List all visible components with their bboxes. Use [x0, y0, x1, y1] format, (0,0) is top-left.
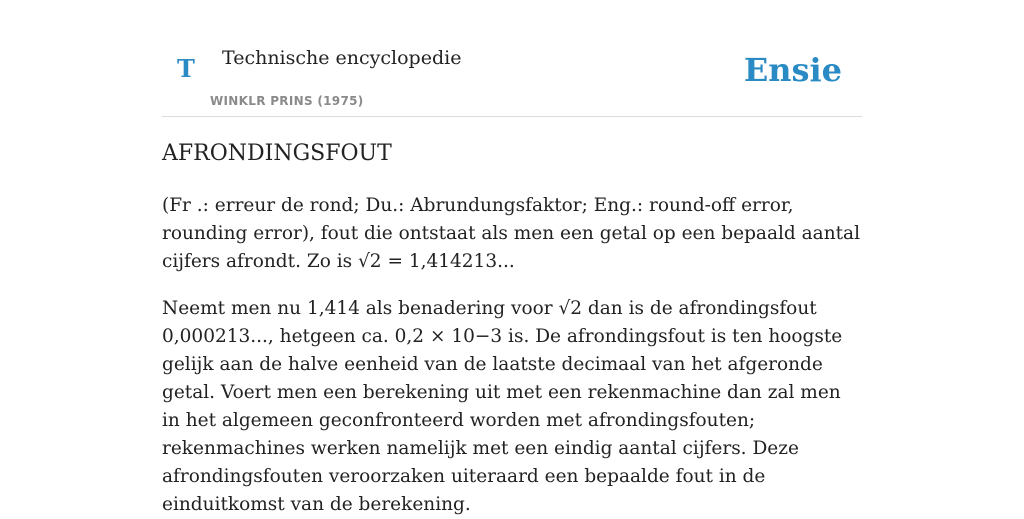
- article-title: AFRONDINGSFOUT: [162, 141, 392, 166]
- site-header: [162, 0, 862, 117]
- encyclopedia-subtitle: WINKLR PRINS (1975): [210, 94, 364, 108]
- encyclopedia-title-link[interactable]: Technische encyclopedie: [222, 47, 462, 69]
- article-paragraph: (Fr .: erreur de rond; Du.: Abrundungsfaktor; Eng.: round-off error, rounding error), fout die ontstaat als men een getal op een bepaald aantal cijfers afrondt. Zo is √2 = 1,414213...: [162, 195, 860, 272]
- ensie-brand-logo[interactable]: Ensie: [743, 51, 842, 89]
- article: [162, 138, 862, 515]
- encyclopedia-logo[interactable]: T: [177, 54, 195, 83]
- article-paragraph: Neemt men nu 1,414 als benadering voor √2 dan is de afrondingsfout 0,000213..., hetgeen ca. 0,2 × 10−3 is. De afrondingsfout is ten hoogste gelijk aan de halve eenheid van de laatste decimaal van het afgeronde getal. Voert men een berekening uit met een rekenmachine dan zal men in het algemeen geconfronteerd worden met afrondingsfouten; rekenmachines werken namelijk met een eindig aantal cijfers. Deze afrondingsfouten veroorzaken uiteraard een bepaalde fout in de einduitkomst van de berekening.: [162, 298, 843, 515]
